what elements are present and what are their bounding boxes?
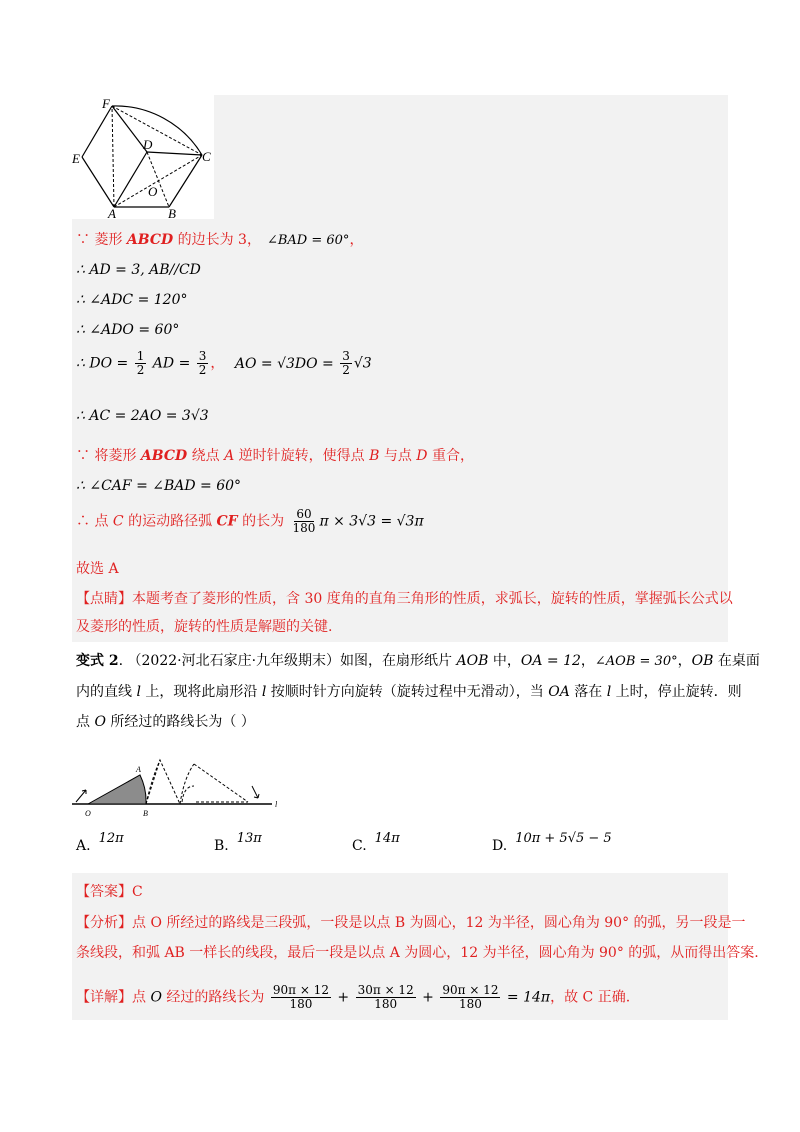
solution-line-7: ∵ 将菱形 ABCD 绕点 A 逆时针旋转，使得点 B 与点 D 重合，: [76, 448, 474, 464]
rhombus-diagram: [72, 95, 214, 219]
solution-line-2: ∴ AD = 3, AB//CD: [76, 262, 201, 278]
fraction: $\frac{90\pi \times 12}{180}$: [442, 983, 499, 1011]
solution-line-1: ∵ 菱形 ABCD 的边长为 3， ∠BAD = 60°，: [76, 232, 364, 248]
detail-line: 【详解】点 O 经过的路线长为 $\frac{90\pi \times 12}{180}$ + $\frac{30\pi \times 12}{180}$ + $\frac{90\pi \times 12}{180}$ = 14π，故 C 正确.: [76, 983, 631, 1011]
fraction: $\frac{3}{2}$: [198, 349, 207, 377]
question-line-3: 点 O 所经过的路线长为（ ）: [76, 714, 255, 730]
fraction: $\frac{60}{180}$: [292, 507, 316, 535]
rhombus-figure: [72, 95, 214, 219]
solution-line-6: ∴ AC = 2AO = 3√3: [76, 408, 209, 424]
choice-c[interactable]: C. 14π: [352, 831, 400, 854]
analysis-line-1: 【分析】点 O 所经过的路线是三段弧，一段是以点 B 为圆心，12 为半径，圆心角为 90° 的弧，另一段是一: [76, 915, 746, 931]
fraction: $\frac{90\pi \times 12}{180}$: [272, 983, 329, 1011]
label-B: B: [168, 206, 176, 219]
label-O2: O: [85, 809, 91, 818]
label-l: l: [275, 800, 278, 809]
choice-a[interactable]: A. 12π: [76, 831, 124, 854]
fraction: $\frac{30\pi \times 12}{180}$: [357, 983, 414, 1011]
remark-line-1: 【点睛】本题考查了菱形的性质，含 30 度角的直角三角形的性质，求弧长，旋转的性质，掌握弧长公式以: [76, 591, 733, 607]
choice-b[interactable]: B. 13π: [214, 831, 262, 854]
question-line-2: 内的直线 l 上，现将此扇形沿 l 按顺时针方向旋转（旋转过程中无滑动），当 OA 落在 l 上时，停止旋转．则: [76, 684, 742, 700]
analysis-line-2: 条线段，和弧 AB 一样长的线段，最后一段是以点 A 为圆心，12 为半径，圆心角为 90° 的弧，从而得出答案.: [76, 945, 759, 961]
label-F: F: [102, 96, 110, 111]
solution-line-10: 故选 A: [76, 561, 119, 577]
solution-line-9: ∴ 点 C 的运动路径弧 CF 的长为 $\frac{60}{180}$ π × 3√3 = √3π: [76, 507, 424, 535]
label-O: O: [148, 184, 158, 199]
label-B2: B: [143, 809, 148, 818]
solution-line-5: ∴ DO = $\frac{1}{2}$ AD = $\frac{3}{2}$ ， AO = √3DO = $\frac{3}{2}$ √3: [76, 349, 372, 377]
solution-line-8: ∴ ∠CAF = ∠BAD = 60°: [76, 478, 242, 494]
solution-line-3: ∴ ∠ADC = 120°: [76, 292, 188, 308]
fraction: $\frac{1}{2}$: [136, 349, 145, 377]
solution-line-4: ∴ ∠ADO = 60°: [76, 322, 180, 338]
remark-line-2: 及菱形的性质，旋转的性质是解题的关键.: [76, 619, 333, 635]
label-D: D: [143, 137, 153, 152]
label-A2: A: [136, 765, 141, 774]
fraction: $\frac{3}{2}$: [342, 349, 350, 377]
choice-d[interactable]: D. 10π + 5√5 − 5: [492, 831, 612, 854]
sector-rotation-figure: [72, 756, 282, 822]
label-C: C: [202, 149, 211, 164]
question-line-1: 变式 2. （2022·河北石家庄·九年级期末）如图，在扇形纸片 AOB 中，OA = 12，∠AOB = 30°，OB 在桌面: [76, 653, 760, 669]
label-E: E: [72, 151, 80, 166]
label-A: A: [108, 206, 116, 219]
answer-line: 【答案】C: [76, 884, 143, 900]
